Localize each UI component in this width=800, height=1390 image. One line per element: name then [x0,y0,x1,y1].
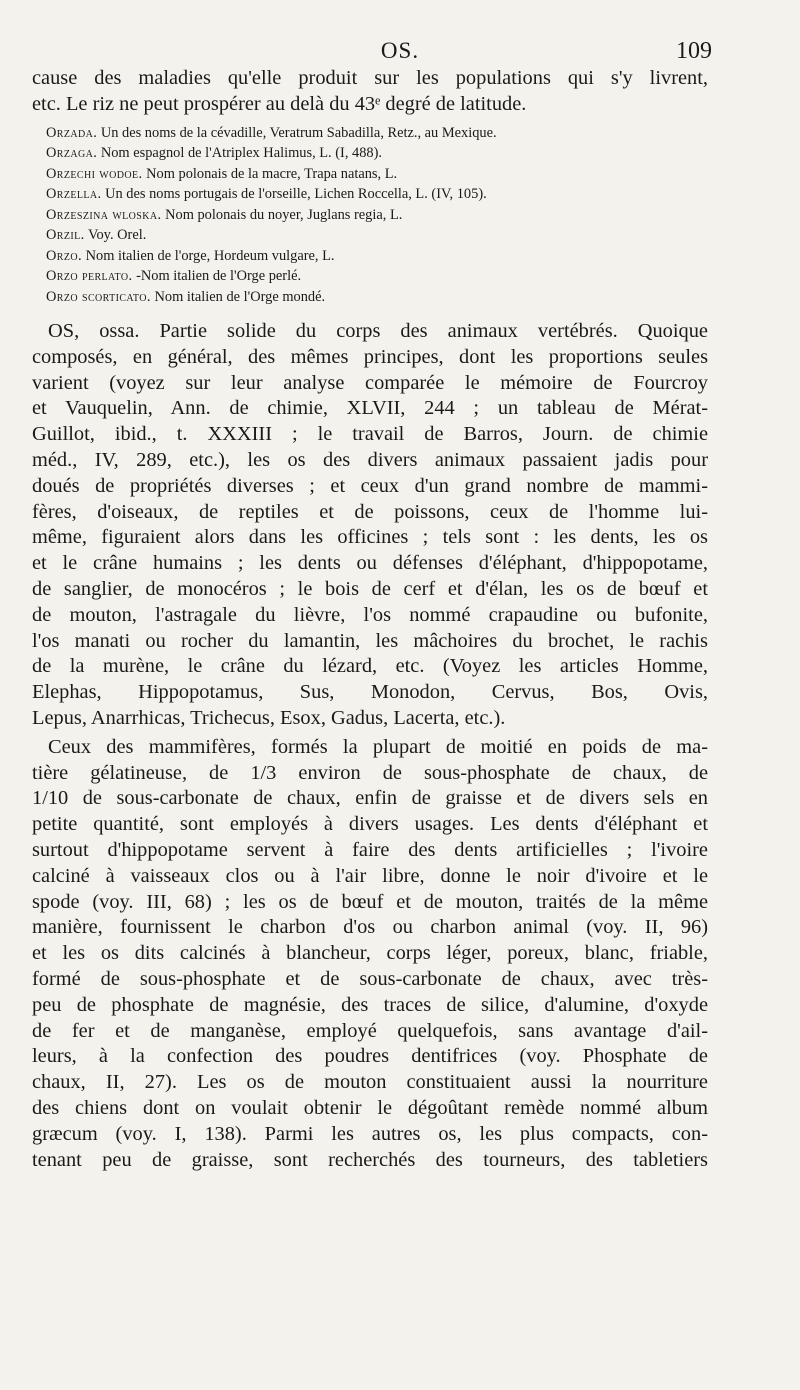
dictionary-entry [46,246,708,267]
text-line: cause des maladies qu'elle produit sur les populations qui s'y livrent, [32,67,708,89]
text-line: de mouton, l'astragale du lièvre, l'os nommé crapaudine ou bufonite, [32,603,708,626]
text-line: Ceux des mammifères, formés la plupart de moitié en poids de ma- [48,735,708,758]
dictionary-entry [46,184,708,205]
entry-headword: Orzella. [46,186,102,203]
entry-headword: Orzil. [46,227,85,244]
running-title: OS. [380,38,420,63]
mammal-bones-paragraph [32,735,708,1174]
entry-headword: Orzo. [46,247,82,264]
text-line: formé de sous-phosphate et de sous-carbonate de chaux, avec très- [32,968,708,991]
text-line: surtout d'hippopotame servent à faire des dents artificielles ; l'ivoire [32,839,708,862]
dictionary-entry [46,164,708,185]
text-line: calciné à vaisseaux clos ou à l'air libre, donne le noir d'ivoire et le [32,864,708,887]
text-line: Elephas, Hippopotamus, Sus, Monodon, Cervus, Bos, Ovis, [32,681,708,704]
text-line: petite quantité, sont employés à divers usages. Les dents d'éléphant et [32,813,708,836]
intro-block [32,66,708,118]
text-line: OS, ossa. Partie solide du corps des animaux vertébrés. Quoique [48,320,708,343]
dictionary-entry [46,143,708,164]
dictionary-entries [32,123,708,308]
entry-text: Voy. Orel. [87,227,147,244]
entry-headword: Orzo scorticato. [46,288,151,305]
page-header [0,38,800,68]
text-line: fères, d'oiseaux, de reptiles et de poissons, ceux de l'homme lui- [32,500,708,523]
entry-text: Nom polonais de la macre, Trapa natans, L. [146,165,398,182]
dictionary-entry [46,205,708,226]
text-line: chaux, II, 27). Les os de mouton constituaient aussi la nourriture [32,1071,708,1094]
entry-text: -Nom italien de l'Orge perlé. [136,268,302,285]
text-line: 1/10 de sous-carbonate de chaux, enfin de graisse et de divers sels en [32,787,708,810]
text-line: Lepus, Anarrhicas, Trichecus, Esox, Gadus, Lacerta, etc.). [32,707,506,730]
text-line: tière gélatineuse, de 1/3 environ de sous-phosphate de chaux, de [32,761,708,784]
text-line: græcum (voy. I, 138). Parmi les autres os, les plus compacts, con- [32,1122,708,1145]
entry-headword: Orzechi wodoe. [46,165,143,182]
text-line: l'os manati ou rocher du lamantin, les mâchoires du brochet, le rachis [32,629,708,652]
entry-text: Nom polonais du noyer, Juglans regia, L. [165,206,403,223]
entry-headword: Orzaga. [46,145,98,162]
text-line: leurs, à la confection des poudres dentifrices (voy. Phosphate de [32,1045,708,1068]
text-line: de la murène, le crâne du lézard, etc. (Voyez les articles Homme, [32,655,708,678]
entry-text: Nom italien de l'orge, Hordeum vulgare, L. [85,247,335,264]
text-line: tenant peu de graisse, sont recherchés des tourneurs, des tabletiers [32,1148,708,1171]
entry-text: Un des noms de la cévadille, Veratrum Sabadilla, Retz., au Mexique. [100,124,497,141]
entry-headword: Orzeszina wloska. [46,206,162,223]
text-line: composés, en général, des mêmes principes, dont les proportions seules [32,345,708,368]
os-article [32,319,708,732]
dictionary-entry [46,123,708,144]
text-line: des chiens dont on voulait obtenir le dégoûtant remède nommé album [32,1097,708,1119]
text-line: varient (voyez sur leur analyse comparée le mémoire de Fourcroy [32,371,708,394]
text-line: méd., IV, 289, etc.), les os des divers animaux passaient jadis pour [32,449,708,472]
dictionary-entry [46,287,708,308]
entry-headword: Orzada. [46,124,98,141]
entry-text: Nom espagnol de l'Atriplex Halimus, L. (I, 488). [100,145,383,162]
dictionary-entry [46,266,708,287]
entry-text: Nom italien de l'Orge mondé. [154,288,326,305]
text-line: spode (voy. III, 68) ; les os de bœuf et de mouton, traités de la même [32,890,708,913]
text-line: doués de propriétés diverses ; et ceux d'un grand nombre de mammi- [32,474,708,497]
text-line: et le crâne humains ; les dents ou défenses d'éléphant, d'hippopotame, [32,552,708,575]
text-line: et Vauquelin, Ann. de chimie, XLVII, 244 ; un tableau de Mérat- [32,397,708,420]
dictionary-entry [46,225,708,246]
text-line: même, figuraient alors dans les officines ; tels sont : les dents, les os [32,526,708,549]
body-text [32,66,708,1173]
text-line: manière, fournissent le charbon d'os ou charbon animal (voy. II, 96) [32,916,708,939]
text-line: Guillot, ibid., t. XXXIII ; le travail de Barros, Journ. de chimie [32,423,708,446]
entry-text: Un des noms portugais de l'orseille, Lichen Roccella, L. (IV, 105). [105,186,487,203]
text-line: de sanglier, de monocéros ; le bois de cerf et d'élan, les os de bœuf et [32,578,708,601]
text-line: de fer et de manganèse, employé quelquefois, sans avantage d'ail- [32,1019,708,1042]
text-line: et les os dits calcinés à blancheur, corps léger, poreux, blanc, friable, [32,942,708,965]
page-number: 109 [676,38,712,64]
text-line: etc. Le riz ne peut prospérer au delà du 43ᵉ degré de latitude. [32,92,527,115]
entry-headword: Orzo perlato. [46,268,133,285]
text-line: peu de phosphate de magnésie, des traces de silice, d'alumine, d'oxyde [32,993,708,1016]
